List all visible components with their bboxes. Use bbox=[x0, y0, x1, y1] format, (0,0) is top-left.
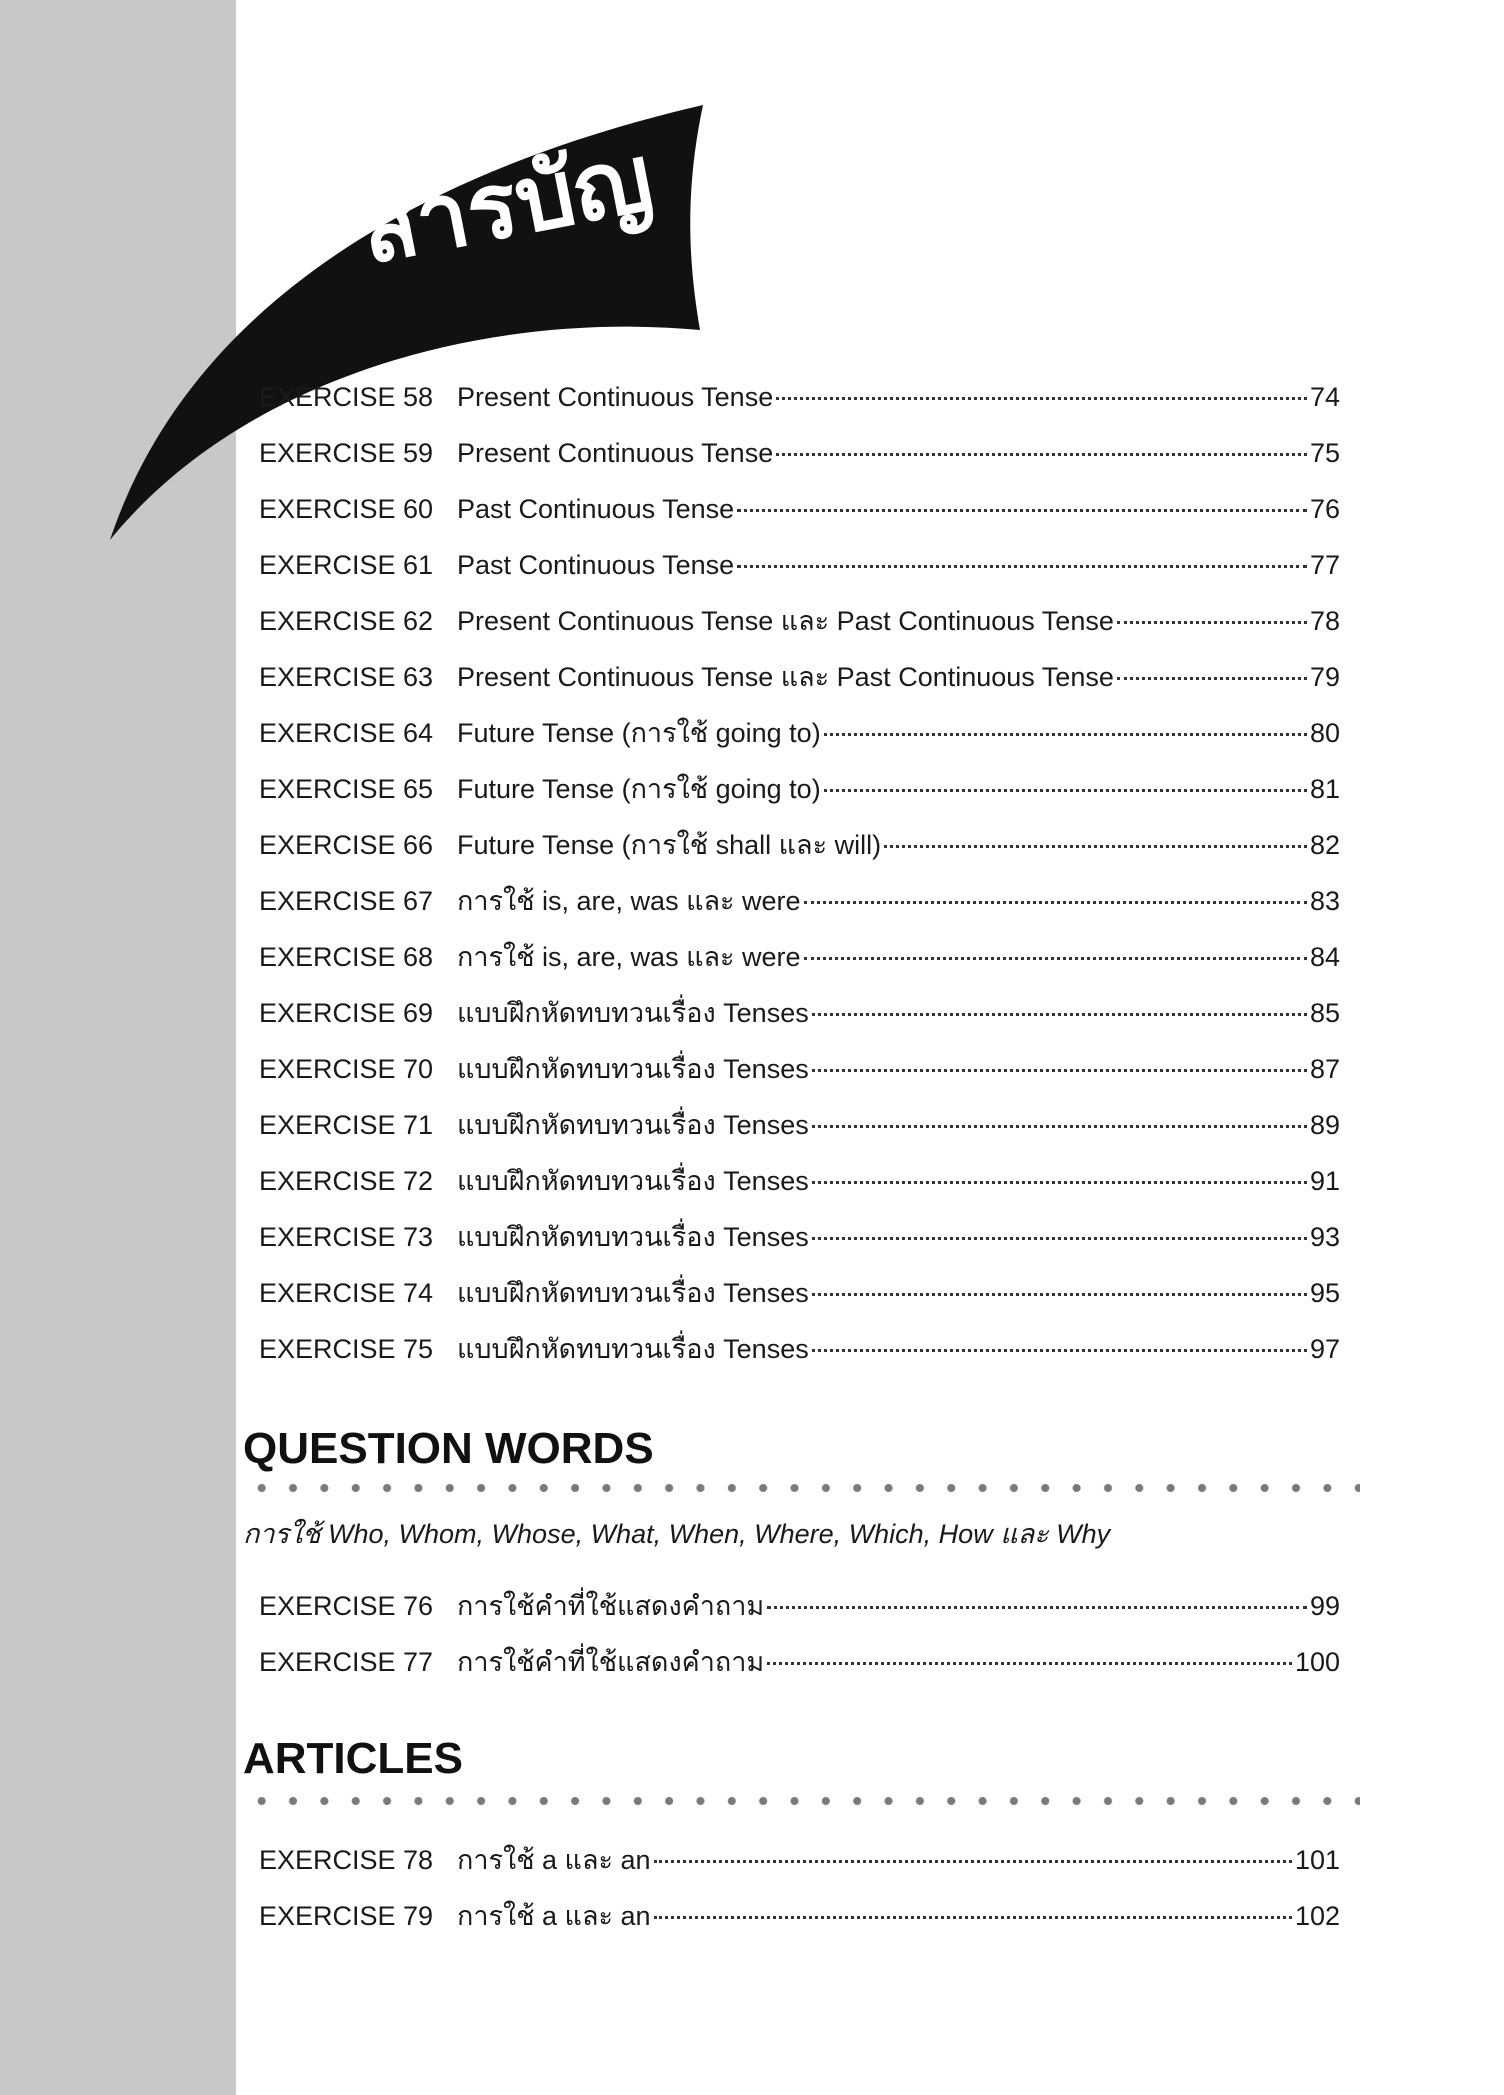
exercise-title: การใช้ a และ an bbox=[457, 1845, 651, 1875]
toc-entry bbox=[259, 377, 1340, 417]
page-number: 101 bbox=[1294, 1845, 1340, 1875]
toc-entry bbox=[259, 1217, 1340, 1257]
dotted-divider bbox=[246, 1483, 1360, 1493]
dot-leader bbox=[812, 1181, 1307, 1184]
exercise-number: EXERCISE 75 bbox=[259, 1334, 434, 1364]
page-number: 100 bbox=[1294, 1647, 1340, 1677]
section-heading-articles: ARTICLES bbox=[243, 1734, 463, 1783]
exercise-title: Present Continuous Tense bbox=[457, 382, 774, 412]
toc-entry bbox=[259, 1161, 1340, 1201]
exercise-title: แบบฝึกหัดทบทวนเรื่อง Tenses bbox=[457, 1222, 809, 1252]
page-number: 89 bbox=[1309, 1110, 1340, 1140]
page-number: 79 bbox=[1309, 662, 1340, 692]
dot-leader bbox=[812, 1069, 1307, 1072]
dot-leader bbox=[737, 509, 1307, 512]
toc-entry bbox=[259, 825, 1340, 865]
exercise-number: EXERCISE 66 bbox=[259, 830, 434, 860]
section-subtitle: การใช้ Who, Whom, Whose, What, When, Where, Which, How และ Why bbox=[243, 1519, 1111, 1549]
toc-entry bbox=[259, 545, 1340, 585]
toc-entry bbox=[259, 1049, 1340, 1089]
dot-leader bbox=[654, 1916, 1292, 1919]
exercise-title: การใช้คำที่ใช้แสดงคำถาม bbox=[457, 1591, 765, 1621]
exercise-number: EXERCISE 67 bbox=[259, 886, 434, 916]
exercise-number: EXERCISE 64 bbox=[259, 718, 434, 748]
page-number: 87 bbox=[1309, 1054, 1340, 1084]
dot-leader bbox=[776, 397, 1307, 400]
exercise-title: การใช้ a และ an bbox=[457, 1901, 651, 1931]
section-heading-question-words: QUESTION WORDS bbox=[243, 1424, 654, 1473]
exercise-title: Future Tense (การใช้ shall และ will) bbox=[457, 830, 882, 860]
exercise-title: Future Tense (การใช้ going to) bbox=[457, 718, 821, 748]
toc-entry bbox=[259, 1329, 1340, 1369]
exercise-number: EXERCISE 72 bbox=[259, 1166, 434, 1196]
dot-leader bbox=[824, 733, 1307, 736]
toc-entry bbox=[259, 937, 1340, 977]
exercise-title: แบบฝึกหัดทบทวนเรื่อง Tenses bbox=[457, 1110, 809, 1140]
dot-leader bbox=[1117, 621, 1307, 624]
exercise-number: EXERCISE 68 bbox=[259, 942, 434, 972]
exercise-number: EXERCISE 78 bbox=[259, 1845, 434, 1875]
exercise-title: แบบฝึกหัดทบทวนเรื่อง Tenses bbox=[457, 1278, 809, 1308]
exercise-number: EXERCISE 61 bbox=[259, 550, 434, 580]
dot-leader bbox=[804, 901, 1307, 904]
toc-entry bbox=[259, 1840, 1340, 1880]
dot-leader bbox=[1117, 677, 1307, 680]
exercise-number: EXERCISE 77 bbox=[259, 1647, 434, 1677]
toc-entry bbox=[259, 1642, 1340, 1682]
exercise-number: EXERCISE 59 bbox=[259, 438, 434, 468]
page-number: 95 bbox=[1309, 1278, 1340, 1308]
exercise-title: การใช้คำที่ใช้แสดงคำถาม bbox=[457, 1647, 765, 1677]
dot-leader bbox=[654, 1860, 1292, 1863]
exercise-number: EXERCISE 73 bbox=[259, 1222, 434, 1252]
toc-entry bbox=[259, 713, 1340, 753]
exercise-number: EXERCISE 65 bbox=[259, 774, 434, 804]
exercise-title: Present Continuous Tense และ Past Continuous Tense bbox=[457, 606, 1114, 636]
page-title: สารบัญ bbox=[351, 123, 661, 286]
exercise-number: EXERCISE 62 bbox=[259, 606, 434, 636]
exercise-title: แบบฝึกหัดทบทวนเรื่อง Tenses bbox=[457, 1166, 809, 1196]
page-number: 76 bbox=[1309, 494, 1340, 524]
exercise-title: การใช้ is, are, was และ were bbox=[457, 886, 801, 916]
dot-leader bbox=[884, 845, 1307, 848]
toc-entry bbox=[259, 1896, 1340, 1936]
dot-leader bbox=[812, 1237, 1307, 1240]
toc-entry bbox=[259, 993, 1340, 1033]
page-number: 77 bbox=[1309, 550, 1340, 580]
exercise-title: Past Continuous Tense bbox=[457, 550, 735, 580]
page-number: 85 bbox=[1309, 998, 1340, 1028]
page-number: 97 bbox=[1309, 1334, 1340, 1364]
exercise-number: EXERCISE 76 bbox=[259, 1591, 434, 1621]
dot-leader bbox=[812, 1349, 1307, 1352]
dot-leader bbox=[824, 789, 1307, 792]
page-number: 78 bbox=[1309, 606, 1340, 636]
exercise-title: แบบฝึกหัดทบทวนเรื่อง Tenses bbox=[457, 1054, 809, 1084]
exercise-title: Present Continuous Tense และ Past Continuous Tense bbox=[457, 662, 1114, 692]
dot-leader bbox=[804, 957, 1307, 960]
page-number: 91 bbox=[1309, 1166, 1340, 1196]
exercise-title: Future Tense (การใช้ going to) bbox=[457, 774, 821, 804]
exercise-number: EXERCISE 74 bbox=[259, 1278, 434, 1308]
toc-entry bbox=[259, 881, 1340, 921]
exercise-number: EXERCISE 70 bbox=[259, 1054, 434, 1084]
exercise-title: แบบฝึกหัดทบทวนเรื่อง Tenses bbox=[457, 998, 809, 1028]
toc-entry bbox=[259, 601, 1340, 641]
toc-entry bbox=[259, 657, 1340, 697]
dot-leader bbox=[767, 1662, 1292, 1665]
dotted-divider bbox=[246, 1796, 1360, 1806]
dot-leader bbox=[767, 1606, 1307, 1609]
exercise-number: EXERCISE 60 bbox=[259, 494, 434, 524]
page-number: 99 bbox=[1309, 1591, 1340, 1621]
toc-entry bbox=[259, 1105, 1340, 1145]
exercise-title: Past Continuous Tense bbox=[457, 494, 735, 524]
page-number: 83 bbox=[1309, 886, 1340, 916]
exercise-number: EXERCISE 69 bbox=[259, 998, 434, 1028]
dot-leader bbox=[737, 565, 1307, 568]
dot-leader bbox=[776, 453, 1307, 456]
page-number: 81 bbox=[1309, 774, 1340, 804]
toc-entry bbox=[259, 433, 1340, 473]
exercise-number: EXERCISE 63 bbox=[259, 662, 434, 692]
dot-leader bbox=[812, 1013, 1307, 1016]
exercise-number: EXERCISE 71 bbox=[259, 1110, 434, 1140]
exercise-title: Present Continuous Tense bbox=[457, 438, 774, 468]
exercise-title: การใช้ is, are, was และ were bbox=[457, 942, 801, 972]
toc-entry bbox=[259, 769, 1340, 809]
exercise-number: EXERCISE 58 bbox=[259, 382, 434, 412]
exercise-title: แบบฝึกหัดทบทวนเรื่อง Tenses bbox=[457, 1334, 809, 1364]
toc-entry bbox=[259, 1273, 1340, 1313]
page-number: 84 bbox=[1309, 942, 1340, 972]
page-number: 74 bbox=[1309, 382, 1340, 412]
page-number: 82 bbox=[1309, 830, 1340, 860]
toc-entry bbox=[259, 1586, 1340, 1626]
dot-leader bbox=[812, 1125, 1307, 1128]
page-number: 80 bbox=[1309, 718, 1340, 748]
exercise-number: EXERCISE 79 bbox=[259, 1901, 434, 1931]
page-number: 75 bbox=[1309, 438, 1340, 468]
page-number: 102 bbox=[1294, 1901, 1340, 1931]
dot-leader bbox=[812, 1293, 1307, 1296]
page-number: 93 bbox=[1309, 1222, 1340, 1252]
toc-entry bbox=[259, 489, 1340, 529]
